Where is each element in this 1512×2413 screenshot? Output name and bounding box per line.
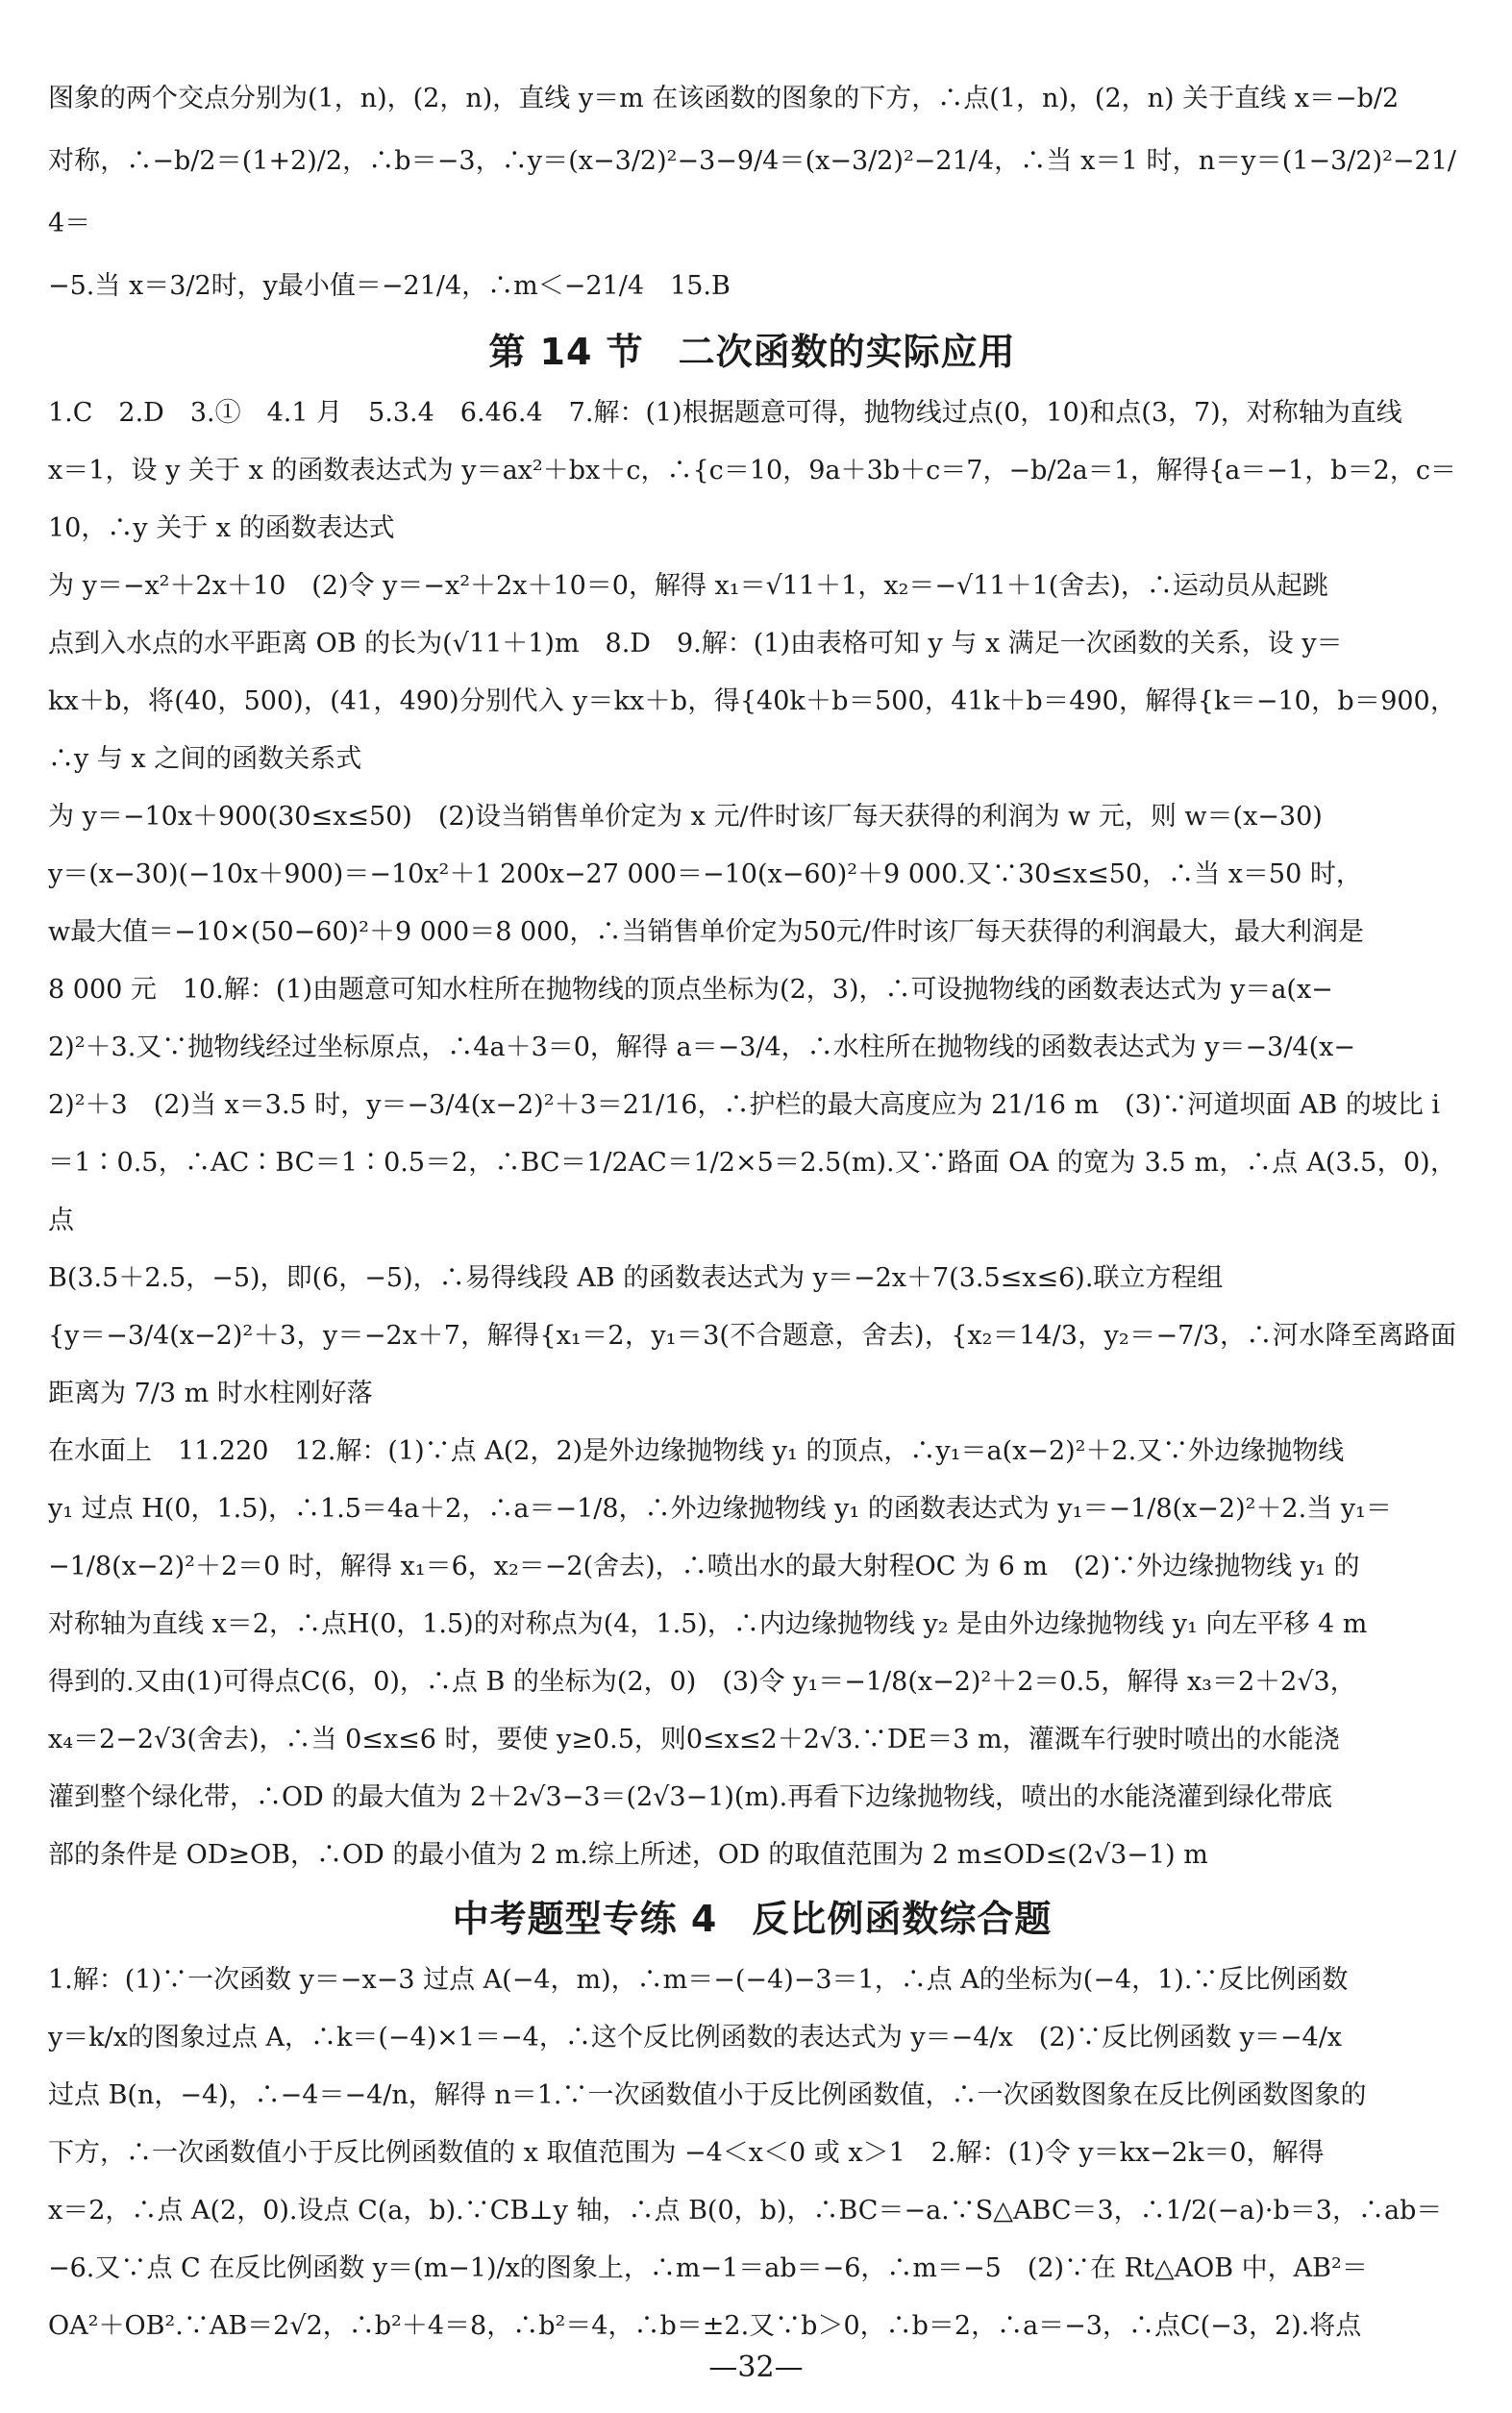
text-line: 对称，∴−b/2＝(1+2)/2，∴b＝−3，∴y＝(x−3/2)²−3−9/4＝(x−3/2)²−21/4，∴当 x＝1 时，n＝y＝(1−3/2)²−21/4＝ [48, 146, 1456, 238]
text-line: −1/8(x−2)²＋2＝0 时，解得 x₁＝6，x₂＝−2(舍去)，∴喷出水的最大射程OC 为 6 m (2)∵外边缘抛物线 y₁ 的 [48, 1552, 1360, 1581]
section-title: 反比例函数综合题 [752, 1898, 1053, 1940]
text-line: kx＋b，将(40，500)，(41，490)分别代入 y＝kx＋b，得{40k＋b＝500，41k＋b＝490，解得{k＝−10，b＝900，∴y 与 x 之间的函数关系式 [48, 686, 1456, 774]
section-number: 第 14 节 [488, 331, 644, 373]
text-line: 下方，∴一次函数值小于反比例函数值的 x 取值范围为 −4＜x＜0 或 x＞1 2.解：(1)令 y＝kx−2k＝0，解得 [48, 2138, 1325, 2168]
text-line: 8 000 元 10.解：(1)由题意可知水柱所在抛物线的顶点坐标为(2，3)，∴可设抛物线的函数表达式为 y＝a(x− [48, 975, 1333, 1005]
text-line: w最大值＝−10×(50−60)²＋9 000＝8 000，∴当销售单价定为50元/件时该厂每天获得的利润最大，最大利润是 [48, 917, 1364, 947]
text-line: 为 y＝−10x＋900(30≤x≤50) (2)设当销售单价定为 x 元/件时该厂每天获得的利润为 w 元，则 w＝(x−30) [48, 802, 1323, 832]
section-number: 中考题型专练 4 [452, 1898, 718, 1940]
text-line: x＝1，设 y 关于 x 的函数表达式为 y＝ax²＋bx＋c，∴{c＝10，9a＋3b＋c＝7，−b/2a＝1，解得{a＝−1，b＝2，c＝10，∴y 关于 x 的函数表达式 [48, 456, 1456, 543]
section-title: 二次函数的实际应用 [678, 331, 1016, 373]
text-line: 部的条件是 OD≥OB，∴OD 的最小值为 2 m.综上所述，OD 的取值范围为 2 m≤OD≤(2√3−1) m [48, 1840, 1208, 1870]
text-line: OA²＋OB².∵AB＝2√2，∴b²＋4＝8，∴b²＝4，∴b＝±2.又∵b＞0，∴b＝2，∴a＝−3，∴点C(−3，2).将点 [48, 2311, 1362, 2341]
page-number: —32— [708, 2351, 804, 2384]
bottom-block [48, 1952, 1456, 2355]
top-block [48, 67, 1456, 317]
text-line: 为 y＝−x²＋2x＋10 (2)令 y＝−x²＋2x＋10＝0，解得 x₁＝√11＋1，x₂＝−√11＋1(舍去)，∴运动员从起跳 [48, 571, 1328, 601]
text-line: ＝1∶0.5，∴AC∶BC＝1∶0.5＝2，∴BC＝1/2AC＝1/2×5＝2.5(m).又∵路面 OA 的宽为 3.5 m，∴点 A(3.5，0)，点 [48, 1148, 1456, 1235]
text-line: 得到的.又由(1)可得点C(6，0)，∴点 B 的坐标为(2，0) (3)令 y₁＝−1/8(x−2)²＋2＝0.5，解得 x₃＝2＋2√3， [48, 1667, 1356, 1697]
text-line: y₁ 过点 H(0，1.5)，∴1.5＝4a＋2，∴a＝−1/8，∴外边缘抛物线 y₁ 的函数表达式为 y₁＝−1/8(x−2)²＋2.当 y₁＝ [48, 1494, 1392, 1524]
middle-block [48, 385, 1456, 1884]
text-line: y＝k/x的图象过点 A，∴k＝(−4)×1＝−4，∴这个反比例函数的表达式为 y＝−4/x (2)∵反比例函数 y＝−4/x [48, 2023, 1343, 2052]
text-line: x₄＝2−2√3(舍去)，∴当 0≤x≤6 时，要使 y≥0.5，则0≤x≤2＋2√3.∵DE＝3 m，灌溉车行驶时喷出的水能浇 [48, 1725, 1340, 1754]
text-line: 对称轴为直线 x＝2，∴点H(0，1.5)的对称点为(4，1.5)，∴内边缘抛物线 y₂ 是由外边缘抛物线 y₁ 向左平移 4 m [48, 1609, 1368, 1639]
text-line: {y＝−3/4(x−2)²＋3，y＝−2x＋7，解得{x₁＝2，y₁＝3(不合题意，舍去)，{x₂＝14/3，y₂＝−7/3，∴河水降至离路面距离为 7/3 m 时水柱刚好落 [48, 1321, 1456, 1408]
section-heading [48, 1890, 1456, 1948]
text-line: B(3.5＋2.5，−5)，即(6，−5)，∴易得线段 AB 的函数表达式为 y＝−2x＋7(3.5≤x≤6).联立方程组 [48, 1263, 1224, 1293]
text-line: 过点 B(n，−4)，∴−4＝−4/n，解得 n＝1.∵一次函数值小于反比例函数值，∴一次函数图象在反比例函数图象的 [48, 2080, 1367, 2110]
text-line: 2)²＋3 (2)当 x＝3.5 时，y＝−3/4(x−2)²＋3＝21/16，∴护栏的最大高度应为 21/16 m (3)∵河道坝面 AB 的坡比 i [48, 1090, 1441, 1120]
text-line: 2)²＋3.又∵抛物线经过坐标原点，∴4a＋3＝0，解得 a＝−3/4，∴水柱所在抛物线的函数表达式为 y＝−3/4(x− [48, 1032, 1355, 1062]
text-line: 图象的两个交点分别为(1，n)，(2，n)，直线 y＝m 在该函数的图象的下方，∴点(1，n)，(2，n) 关于直线 x＝−b/2 [48, 84, 1400, 113]
text-line: y＝(x−30)(−10x＋900)＝−10x²＋1 200x−27 000＝−10(x−60)²＋9 000.又∵30≤x≤50，∴当 x＝50 时， [48, 859, 1362, 889]
text-line: x＝2，∴点 A(2，0).设点 C(a，b).∵CB⊥y 轴，∴点 B(0，b)，∴BC＝−a.∵S△ABC＝3，∴1/2(−a)·b＝3，∴ab＝ [48, 2196, 1443, 2226]
section-heading [48, 323, 1456, 381]
text-line: 点到入水点的水平距离 OB 的长为(√11＋1)m 8.D 9.解：(1)由表格可知 y 与 x 满足一次函数的关系，设 y＝ [48, 629, 1343, 659]
text-line: 1.C 2.D 3.① 4.1 月 5.3.4 6.46.4 7.解：(1)根据题意可得，抛物线过点(0，10)和点(3，7)，对称轴为直线 [48, 398, 1402, 428]
text-line: −5.当 x＝3/2时，y最小值＝−21/4，∴m＜−21/4 15.B [48, 271, 731, 301]
text-line: 1.解：(1)∵一次函数 y＝−x−3 过点 A(−4，m)，∴m＝−(−4)−3＝1，∴点 A的坐标为(−4，1).∵反比例函数 [48, 1965, 1349, 1995]
text-line: 在水面上 11.220 12.解：(1)∵点 A(2，2)是外边缘抛物线 y₁ 的顶点，∴y₁＝a(x−2)²＋2.又∵外边缘抛物线 [48, 1436, 1345, 1466]
text-line: 灌到整个绿化带，∴OD 的最大值为 2＋2√3−3＝(2√3−1)(m).再看下边缘抛物线，喷出的水能浇灌到绿化带底 [48, 1782, 1333, 1812]
text-line: −6.又∵点 C 在反比例函数 y＝(m−1)/x的图象上，∴m−1＝ab＝−6，∴m＝−5 (2)∵在 Rt△AOB 中，AB²＝ [48, 2253, 1368, 2283]
